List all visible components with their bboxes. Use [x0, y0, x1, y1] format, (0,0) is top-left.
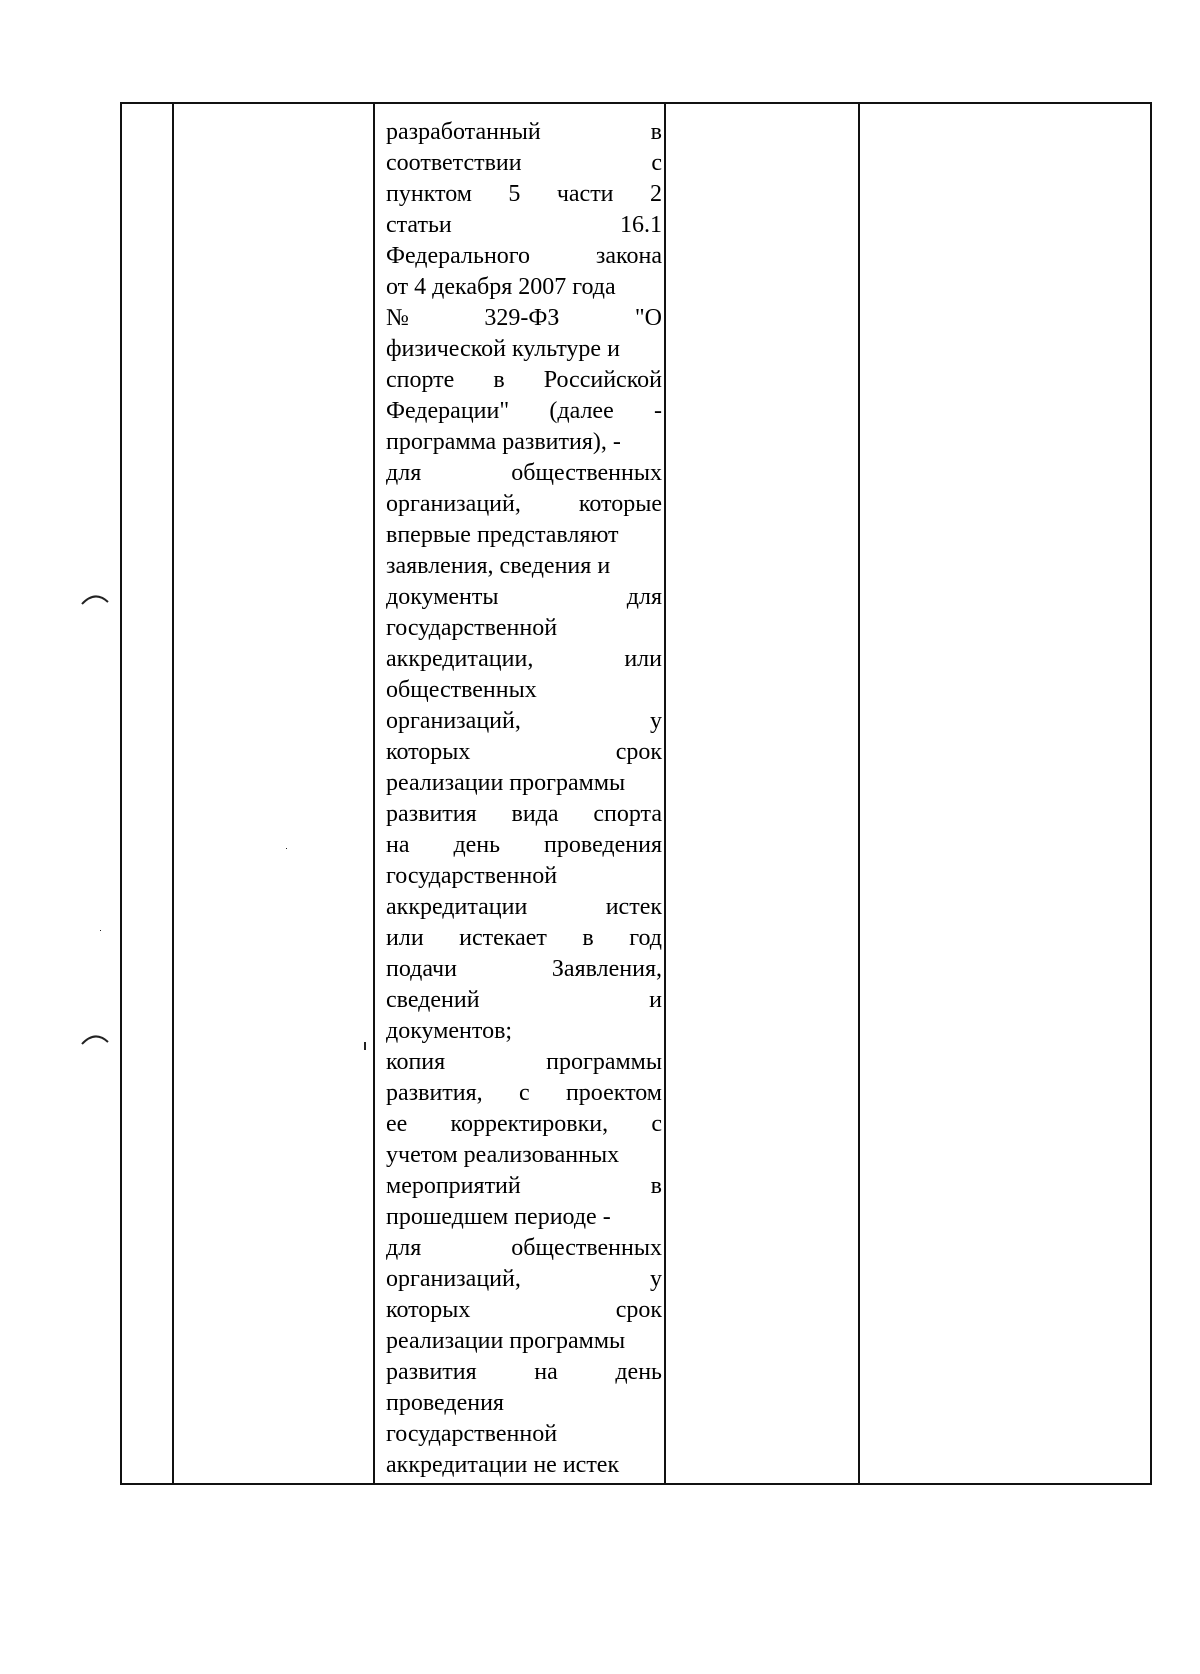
cell-text-line [386, 148, 662, 179]
cell-text-line [386, 923, 662, 954]
cell-text-word: для [386, 1235, 422, 1261]
cell-text-line [386, 1171, 662, 1202]
cell-text-word: 329-ФЗ [484, 305, 560, 331]
cell-text-word: у [650, 708, 662, 734]
cell-text-line [386, 1388, 662, 1419]
scan-speck [364, 1042, 366, 1050]
cell-text-word: которых [386, 1297, 471, 1323]
cell-text-word: с [651, 1111, 662, 1137]
cell-text-word: с [651, 150, 662, 176]
cell-text-line [386, 272, 662, 303]
cell-text-line [386, 1140, 662, 1171]
table-top-border [120, 102, 1150, 104]
cell-text-word: общественных [386, 677, 537, 703]
scan-speck [286, 848, 287, 849]
cell-text-word: Российской [543, 367, 662, 393]
cell-text-line [386, 1264, 662, 1295]
cell-text-word: день [453, 832, 501, 858]
cell-text-word: аккредитации, [386, 646, 534, 672]
cell-text-word: соответствии [386, 150, 522, 176]
cell-text-word: общественных [511, 1235, 662, 1261]
cell-text-line [386, 1419, 662, 1450]
cell-text-line [386, 365, 662, 396]
cell-text-word: в [582, 925, 594, 951]
cell-text-word: программы [546, 1049, 662, 1075]
cell-text-word: и [649, 987, 662, 1013]
cell-text-line [386, 1233, 662, 1264]
cell-text-line [386, 1202, 662, 1233]
cell-text-line [386, 1295, 662, 1326]
cell-text-line [386, 582, 662, 613]
cell-text-word: которых [386, 739, 471, 765]
cell-text-word: Федерального [386, 243, 531, 269]
cell-text-word: мероприятий [386, 1173, 521, 1199]
cell-text-word: организаций, [386, 1266, 521, 1292]
cell-text-word: срок [615, 739, 662, 765]
cell-text-line [386, 117, 662, 148]
cell-text-line [386, 241, 662, 272]
cell-text-line [386, 396, 662, 427]
cell-text-word: аккредитации не истек [386, 1452, 620, 1478]
cell-text-word: ее [386, 1111, 408, 1137]
cell-text-word: прошедшем периоде - [386, 1204, 611, 1230]
cell-text-word: документов; [386, 1018, 513, 1044]
cell-text-word: проведения [386, 1390, 504, 1416]
cell-text-word: заявления, сведения и [386, 553, 611, 579]
cell-text-line [386, 427, 662, 458]
cell-text-line [386, 954, 662, 985]
cell-text-word: или [386, 925, 424, 951]
cell-text-word: для [386, 460, 422, 486]
scan-speck [100, 930, 101, 931]
cell-text-line [386, 985, 662, 1016]
cell-text-word: от 4 декабря 2007 года [386, 274, 616, 300]
cell-text-line [386, 1047, 662, 1078]
cell-text-word: для [626, 584, 662, 610]
cell-text-word: копия [386, 1049, 446, 1075]
cell-text-line [386, 334, 662, 365]
cell-text-line [386, 520, 662, 551]
cell-text-word: Федерации" [386, 398, 510, 424]
cell-text-word: на [534, 1359, 558, 1385]
cell-text-word: государственной [386, 1421, 558, 1447]
cell-text-word: проектом [565, 1080, 662, 1106]
cell-text-word: разработанный [386, 119, 541, 145]
cell-text-line [386, 613, 662, 644]
cell-text-word: реализации программы [386, 770, 626, 796]
cell-text-word: в [493, 367, 505, 393]
cell-text-line [386, 737, 662, 768]
table-left-border [120, 102, 122, 1485]
cell-text-word: в [650, 119, 662, 145]
cell-text-word: которые [578, 491, 662, 517]
cell-text-word: организаций, [386, 491, 521, 517]
cell-text-word: спорта [593, 801, 662, 827]
cell-text-word: документы [386, 584, 499, 610]
cell-text-word: физической культуре и [386, 336, 620, 362]
cell-text-line [386, 1450, 662, 1481]
punch-hole-mark-top [80, 592, 110, 606]
column-divider-3 [664, 102, 666, 1485]
cell-text-line [386, 861, 662, 892]
table-cell-text [386, 117, 662, 1481]
cell-text-word: сведений [386, 987, 480, 1013]
cell-text-line [386, 1109, 662, 1140]
cell-text-word: (далее [549, 398, 614, 424]
cell-text-line [386, 179, 662, 210]
cell-text-word: программа развития), - [386, 429, 621, 455]
cell-text-word: подачи [386, 956, 457, 982]
cell-text-word: с [518, 1080, 530, 1106]
cell-text-word: государственной [386, 863, 558, 889]
cell-text-line [386, 458, 662, 489]
cell-text-word: 5 [508, 181, 521, 207]
cell-text-word: - [654, 398, 662, 424]
cell-text-word: на [386, 832, 410, 858]
cell-text-line [386, 210, 662, 241]
cell-text-word: развития [386, 801, 477, 827]
cell-text-word: реализации программы [386, 1328, 626, 1354]
table-right-border [1150, 102, 1152, 1485]
cell-text-word: государственной [386, 615, 558, 641]
cell-text-word: спорте [386, 367, 455, 393]
cell-text-line [386, 892, 662, 923]
cell-text-word: развития, [386, 1080, 483, 1106]
cell-text-word: развития [386, 1359, 477, 1385]
cell-text-line [386, 1016, 662, 1047]
cell-text-word: впервые представляют [386, 522, 619, 548]
cell-text-line [386, 1326, 662, 1357]
column-divider-4 [858, 102, 860, 1485]
cell-text-word: № [386, 305, 409, 331]
cell-text-word: статьи [386, 212, 452, 238]
cell-text-word: закона [595, 243, 662, 269]
cell-text-line [386, 768, 662, 799]
column-divider-2 [373, 102, 375, 1485]
cell-text-word: учетом реализованных [386, 1142, 620, 1168]
cell-text-word: 2 [649, 181, 662, 207]
cell-text-word: или [624, 646, 662, 672]
cell-text-line [386, 644, 662, 675]
cell-text-word: 16.1 [620, 212, 662, 238]
cell-text-word: пунктом [386, 181, 472, 207]
cell-text-line [386, 706, 662, 737]
cell-text-word: у [650, 1266, 662, 1292]
cell-text-word: истекает [459, 925, 547, 951]
cell-text-word: "О [634, 305, 662, 331]
cell-text-word: год [629, 925, 662, 951]
cell-text-line [386, 551, 662, 582]
cell-text-line [386, 1357, 662, 1388]
cell-text-word: общественных [511, 460, 662, 486]
cell-text-word: части [556, 181, 614, 207]
cell-text-word: корректировки, [450, 1111, 609, 1137]
table-bottom-border [120, 1483, 1150, 1485]
cell-text-line [386, 1078, 662, 1109]
cell-text-word: проведения [544, 832, 662, 858]
cell-text-word: вида [511, 801, 559, 827]
cell-text-line [386, 799, 662, 830]
column-divider-1 [172, 102, 174, 1485]
cell-text-word: срок [615, 1297, 662, 1323]
cell-text-line [386, 303, 662, 334]
punch-hole-mark-bottom [80, 1032, 110, 1046]
cell-text-word: истек [605, 894, 662, 920]
cell-text-word: аккредитации [386, 894, 528, 920]
cell-text-line [386, 830, 662, 861]
cell-text-line [386, 489, 662, 520]
cell-text-line [386, 675, 662, 706]
cell-text-word: организаций, [386, 708, 521, 734]
cell-text-word: день [615, 1359, 662, 1385]
cell-text-word: Заявления, [551, 956, 662, 982]
cell-text-word: в [650, 1173, 662, 1199]
